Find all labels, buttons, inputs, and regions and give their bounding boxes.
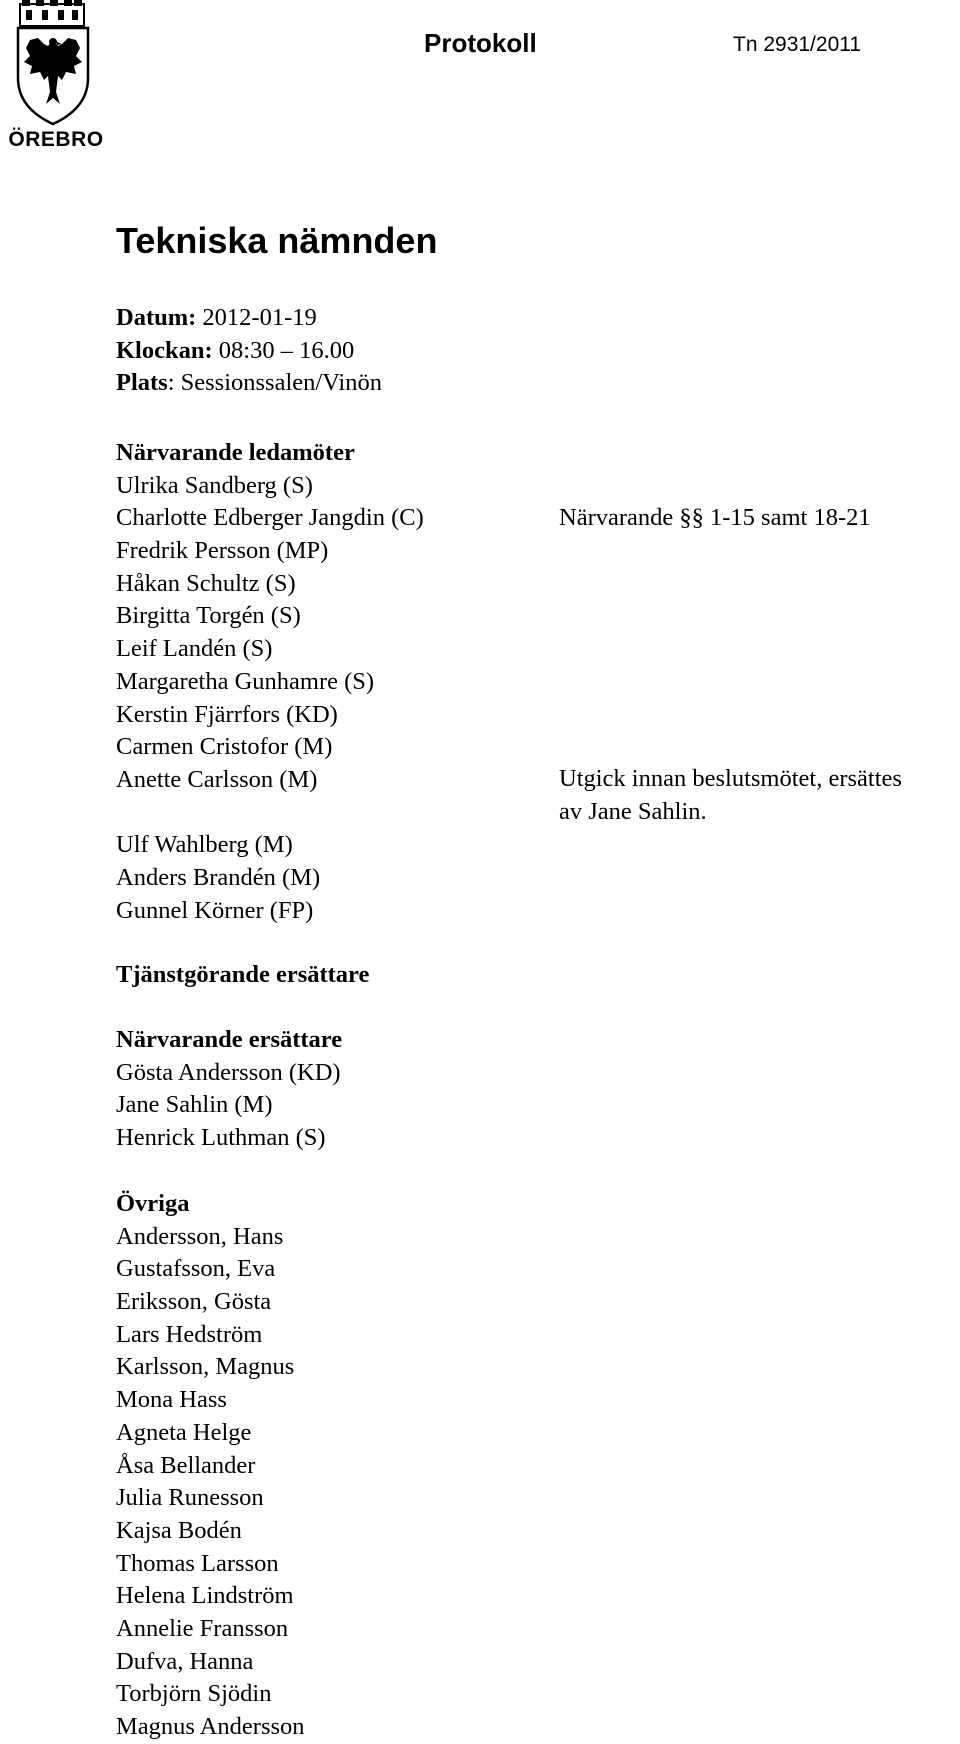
document-title: Tekniska nämnden	[116, 220, 438, 261]
note-edberger-attendance: Närvarande §§ 1-15 samt 18-21	[559, 504, 871, 531]
orebro-coat-of-arms-logo	[8, 0, 104, 156]
list-item: Birgitta Torgén (S)	[116, 602, 301, 630]
meta-date	[116, 302, 382, 335]
note-carlsson-line-1: Utgick innan beslutsmötet, ersättes	[559, 765, 902, 792]
list-item: Ulf Wahlberg (M)	[116, 831, 293, 859]
list-item: Ulrika Sandberg (S)	[116, 471, 313, 499]
list-item: Gunnel Körner (FP)	[116, 896, 314, 924]
section-heading: Tjänstgörande ersättare	[116, 961, 370, 988]
list-item: Kerstin Fjärrfors (KD)	[116, 700, 338, 728]
meta-date-value: 2012-01-19	[196, 304, 317, 331]
list-item: Gösta Andersson (KD)	[116, 1058, 341, 1086]
list-item: Annelie Fransson	[116, 1614, 289, 1642]
list-item: Åsa Bellander	[116, 1451, 256, 1479]
list-item: Agneta Helge	[116, 1418, 252, 1446]
list-item: Magnus Andersson	[116, 1713, 305, 1740]
list-item: Carmen Cristofor (M)	[116, 733, 333, 761]
section-heading: Närvarande ledamöter	[116, 439, 355, 466]
meta-place	[116, 367, 382, 400]
section-heading: Övriga	[116, 1190, 190, 1217]
list-item: Andersson, Hans	[116, 1222, 284, 1250]
list-item: Torbjörn Sjödin	[116, 1680, 272, 1708]
logo-text: ÖREBRO	[8, 128, 104, 151]
list-item: Jane Sahlin (M)	[116, 1091, 273, 1119]
list-item: Henrick Luthman (S)	[116, 1124, 326, 1152]
list-item: Kajsa Bodén	[116, 1516, 242, 1544]
spacer	[116, 797, 424, 830]
others-section	[116, 1188, 305, 1744]
list-item: Leif Landén (S)	[116, 635, 273, 663]
present-members-section	[116, 437, 424, 927]
list-item: Charlotte Edberger Jangdin (C)	[116, 504, 424, 532]
list-item: Eriksson, Gösta	[116, 1288, 272, 1316]
present-substitutes-section	[116, 1024, 342, 1155]
meta-date-label: Datum:	[116, 304, 197, 331]
header-title: Protokoll	[424, 28, 537, 58]
list-item: Gustafsson, Eva	[116, 1255, 276, 1283]
list-item: Fredrik Persson (MP)	[116, 537, 329, 565]
eagle-shield-icon	[8, 0, 98, 126]
meeting-meta	[116, 302, 382, 400]
list-item: Helena Lindström	[116, 1582, 294, 1610]
meta-place-label: Plats	[116, 369, 168, 397]
list-item: Lars Hedström	[116, 1320, 263, 1348]
list-item: Thomas Larsson	[116, 1549, 279, 1577]
note-carlsson-line-2: av Jane Sahlin.	[559, 797, 707, 825]
meta-time-label: Klockan:	[116, 336, 213, 364]
list-item: Håkan Schultz (S)	[116, 569, 296, 597]
list-item: Anders Brandén (M)	[116, 863, 321, 891]
list-item: Mona Hass	[116, 1386, 227, 1414]
note-carlsson-replacement	[559, 763, 902, 828]
list-item: Julia Runesson	[116, 1484, 264, 1512]
meta-place-value: : Sessionssalen/Vinön	[167, 369, 382, 397]
list-item: Anette Carlsson (M)	[116, 765, 318, 793]
meta-time	[116, 335, 382, 368]
meta-time-value: 08:30 – 16.00	[212, 336, 355, 364]
list-item: Margaretha Gunhamre (S)	[116, 667, 375, 695]
serving-substitutes-section	[116, 959, 369, 992]
list-item: Karlsson, Magnus	[116, 1353, 295, 1381]
header-reference: Tn 2931/2011	[733, 33, 862, 56]
list-item: Dufva, Hanna	[116, 1647, 254, 1675]
section-heading: Närvarande ersättare	[116, 1026, 343, 1053]
